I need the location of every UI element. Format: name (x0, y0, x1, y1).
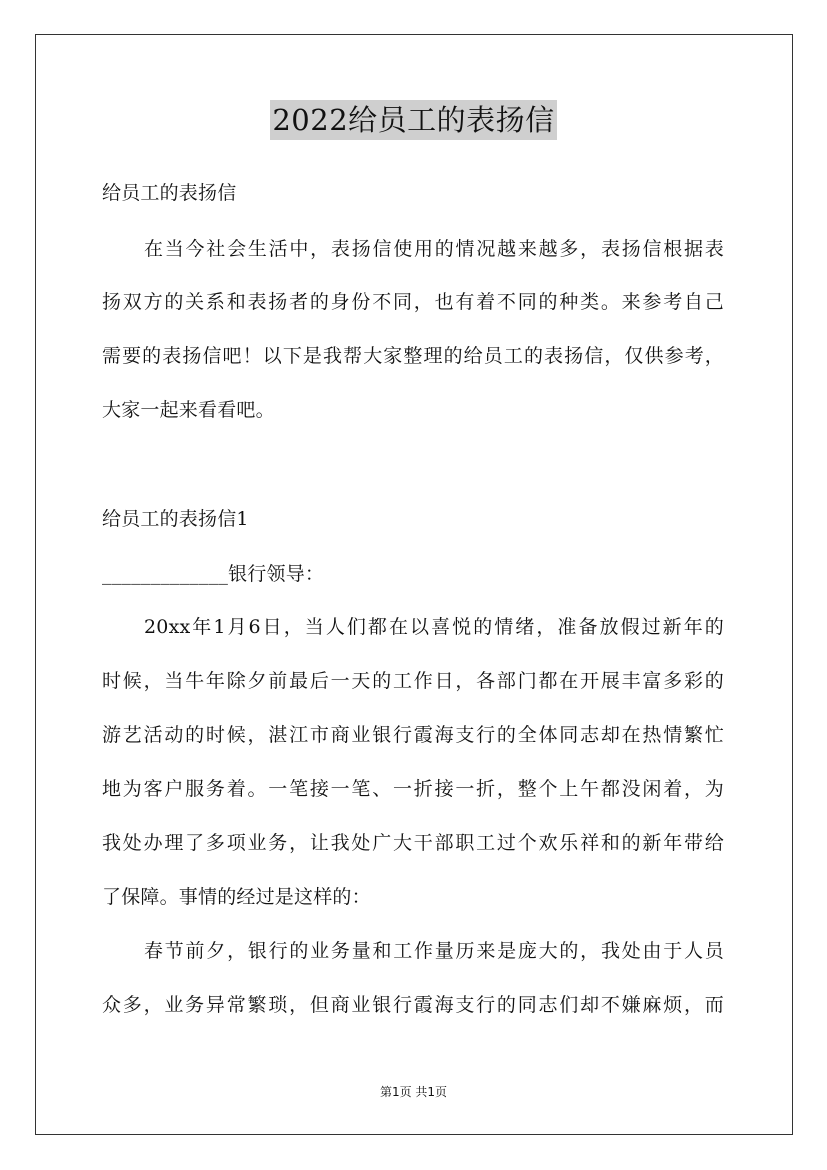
salutation: _____________银行领导： (102, 563, 325, 585)
section-heading: 给员工的表扬信1 (102, 508, 249, 530)
document-subtitle: 给员工的表扬信 (102, 182, 237, 204)
intro-line-4: 大家一起来看看吧。 (102, 399, 275, 421)
body-line-7: 春节前夕，银行的业务量和工作量历来是庞大的，我处由于人员 (144, 940, 724, 962)
body-line-2: 时候，当牛年除夕前最后一天的工作日，各部门都在开展丰富多彩的 (102, 670, 724, 692)
body-line-5: 我处办理了多项业务，让我处广大干部职工过个欢乐祥和的新年带给 (102, 832, 724, 854)
body-line-6: 了保障。事情的经过是这样的： (102, 886, 371, 908)
intro-line-3: 需要的表扬信吧！以下是我帮大家整理的给员工的表扬信，仅供参考， (102, 345, 724, 367)
body-line-3: 游艺活动的时候，湛江市商业银行霞海支行的全体同志却在热情繁忙 (102, 724, 724, 746)
intro-line-2: 扬双方的关系和表扬者的身份不同，也有着不同的种类。来参考自己 (102, 291, 724, 313)
body-line-4: 地为客户服务着。一笔接一笔、一折接一折，整个上午都没闲着，为 (102, 778, 724, 800)
body-line-1: 20xx年1月6日，当人们都在以喜悦的情绪，准备放假过新年的 (144, 616, 724, 638)
intro-line-1: 在当今社会生活中，表扬信使用的情况越来越多，表扬信根据表 (144, 238, 724, 260)
document-title: 2022给员工的表扬信 (270, 100, 556, 140)
title-container (0, 100, 827, 140)
body-line-8: 众多，业务异常繁琐，但商业银行霞海支行的同志们却不嫌麻烦，而 (102, 994, 724, 1016)
page-footer: 第1页 共1页 (379, 1085, 448, 1099)
